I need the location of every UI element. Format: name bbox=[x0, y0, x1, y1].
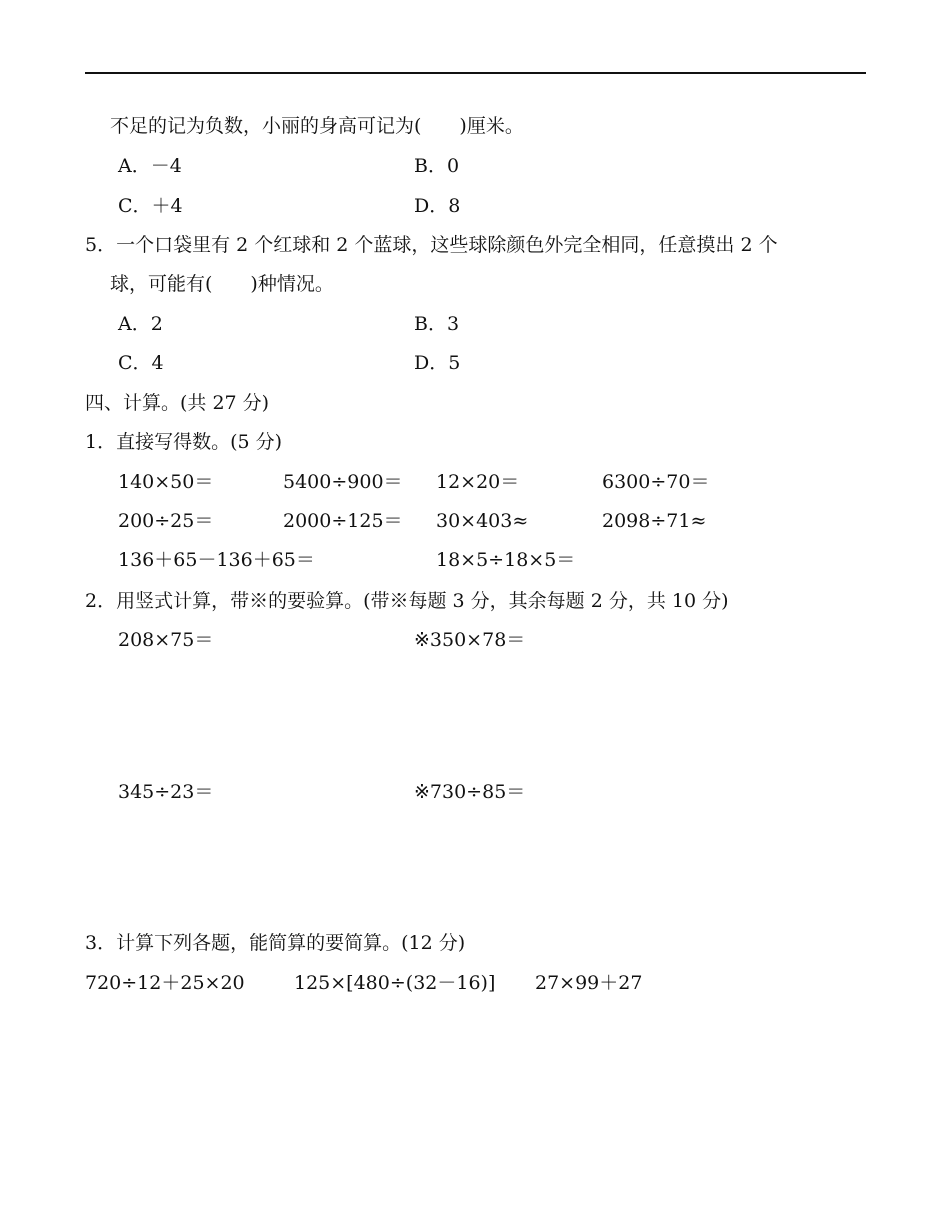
oral-item-10: 18×5÷18×5＝ bbox=[436, 549, 576, 571]
simplify-item-1: 720÷12＋25×20 bbox=[85, 972, 245, 994]
vertical-calc-4: ※730÷85＝ bbox=[414, 781, 526, 803]
oral-item-2: 5400÷900＝ bbox=[283, 471, 403, 493]
part1-heading: 1．直接写得数。(5 分) bbox=[85, 431, 283, 453]
q4-option-a: A．－4 bbox=[118, 155, 182, 177]
part2-heading: 2．用竖式计算，带※的要验算。(带※每题 3 分，其余每题 2 分，共 10 分) bbox=[85, 590, 729, 612]
vertical-calc-2: ※350×78＝ bbox=[414, 629, 526, 651]
oral-item-4: 6300÷70＝ bbox=[602, 471, 710, 493]
q5-option-a: A．2 bbox=[118, 313, 163, 335]
vertical-calc-1: 208×75＝ bbox=[118, 629, 214, 651]
top-rule bbox=[85, 72, 866, 74]
q4-option-b: B．0 bbox=[414, 155, 460, 177]
oral-item-7: 30×403≈ bbox=[436, 510, 529, 532]
q5-line2: 球，可能有( )种情况。 bbox=[110, 273, 334, 295]
part3-heading: 3．计算下列各题，能简算的要简算。(12 分) bbox=[85, 932, 466, 954]
oral-item-9: 136＋65－136＋65＝ bbox=[118, 549, 315, 571]
simplify-item-3: 27×99＋27 bbox=[535, 972, 643, 994]
oral-item-5: 200÷25＝ bbox=[118, 510, 214, 532]
q5-line1: 5．一个口袋里有 2 个红球和 2 个蓝球，这些球除颜色外完全相同，任意摸出 2 个 bbox=[85, 234, 778, 256]
simplify-item-2: 125×[480÷(32－16)] bbox=[294, 972, 496, 994]
oral-item-8: 2098÷71≈ bbox=[602, 510, 707, 532]
q5-option-c: C．4 bbox=[118, 352, 164, 374]
q4-continuation: 不足的记为负数，小丽的身高可记为( )厘米。 bbox=[110, 115, 524, 137]
oral-item-3: 12×20＝ bbox=[436, 471, 520, 493]
vertical-calc-3: 345÷23＝ bbox=[118, 781, 214, 803]
section4-heading: 四、计算。(共 27 分) bbox=[85, 392, 270, 414]
q5-option-d: D．5 bbox=[414, 352, 461, 374]
q5-option-b: B．3 bbox=[414, 313, 460, 335]
q4-option-c: C．＋4 bbox=[118, 195, 183, 217]
oral-item-1: 140×50＝ bbox=[118, 471, 214, 493]
oral-item-6: 2000÷125＝ bbox=[283, 510, 403, 532]
q4-option-d: D．8 bbox=[414, 195, 461, 217]
